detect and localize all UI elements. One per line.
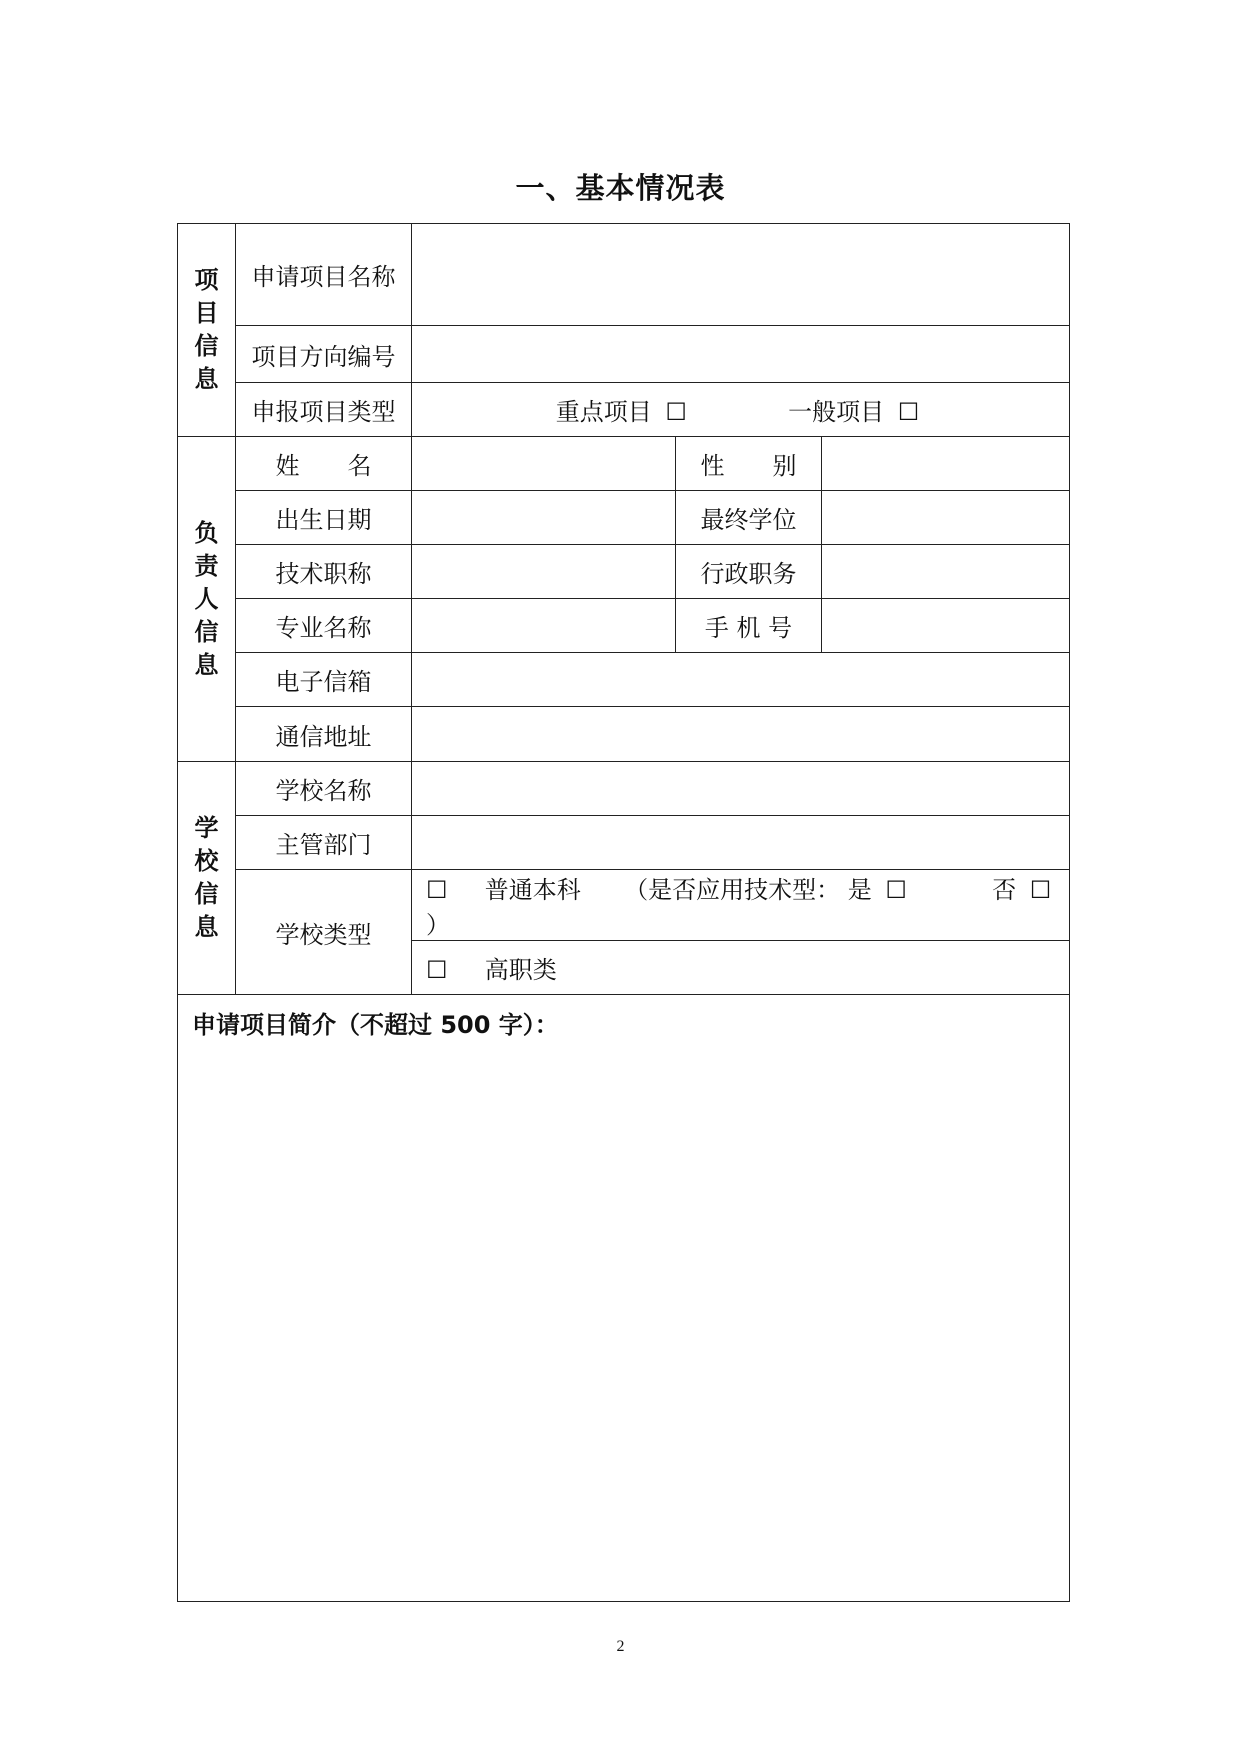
leader-major-label: 专业名称 bbox=[236, 599, 412, 653]
leader-degree-label: 最终学位 bbox=[676, 491, 822, 545]
regular-option-label: 普通本科 bbox=[484, 876, 581, 904]
leader-phone-field[interactable] bbox=[822, 599, 1070, 653]
applied-yes-label: 是 bbox=[847, 876, 872, 904]
leader-admin-field[interactable] bbox=[822, 545, 1070, 599]
project-name-label: 申请项目名称 bbox=[236, 224, 412, 326]
section-label: 项目信息 bbox=[194, 266, 219, 393]
leader-title-label: 技术职称 bbox=[236, 545, 412, 599]
leader-name-field[interactable] bbox=[412, 437, 676, 491]
school-name-label: 学校名称 bbox=[236, 762, 412, 816]
leader-birth-label: 出生日期 bbox=[236, 491, 412, 545]
school-type-vocational-row bbox=[412, 941, 1070, 995]
leader-name-label: 姓 名 bbox=[236, 437, 412, 491]
key-project-option: 重点项目 bbox=[555, 398, 652, 426]
leader-phone-label: 手 机 号 bbox=[676, 599, 822, 653]
school-type-label: 学校类型 bbox=[236, 870, 412, 995]
close-paren: ） bbox=[426, 911, 450, 939]
project-direction-label: 项目方向编号 bbox=[236, 326, 412, 383]
general-project-option: 一般项目 bbox=[788, 398, 885, 426]
leader-major-field[interactable] bbox=[412, 599, 676, 653]
leader-address-field[interactable] bbox=[412, 707, 1070, 762]
school-name-field[interactable] bbox=[412, 762, 1070, 816]
section-school-info bbox=[178, 762, 236, 995]
vocational-checkbox[interactable]: ☐ bbox=[426, 956, 448, 984]
section-leader-info bbox=[178, 437, 236, 762]
project-intro-area[interactable] bbox=[178, 995, 1070, 1602]
leader-degree-field[interactable] bbox=[822, 491, 1070, 545]
page-number: 2 bbox=[616, 1638, 625, 1655]
section-label: 学校信息 bbox=[194, 814, 219, 941]
applied-question: （是否应用技术型： bbox=[624, 876, 841, 904]
school-type-regular-row bbox=[412, 870, 1070, 941]
general-project-checkbox[interactable]: ☐ bbox=[897, 398, 920, 426]
leader-birth-field[interactable] bbox=[412, 491, 676, 545]
leader-gender-label: 性 别 bbox=[676, 437, 822, 491]
applied-no-checkbox[interactable]: ☐ bbox=[1029, 876, 1052, 904]
section-label: 负责人信息 bbox=[194, 518, 219, 679]
vocational-option-label: 高职类 bbox=[484, 956, 557, 984]
leader-address-label: 通信地址 bbox=[236, 707, 412, 762]
project-type-options bbox=[412, 383, 1070, 437]
school-dept-field[interactable] bbox=[412, 816, 1070, 870]
project-direction-field[interactable] bbox=[412, 326, 1070, 383]
school-dept-label: 主管部门 bbox=[236, 816, 412, 870]
page-title: 一、基本情况表 bbox=[515, 171, 726, 205]
project-type-label: 申报项目类型 bbox=[236, 383, 412, 437]
applied-no-label: 否 bbox=[992, 876, 1017, 904]
key-project-checkbox[interactable]: ☐ bbox=[665, 398, 687, 426]
leader-gender-field[interactable] bbox=[822, 437, 1070, 491]
leader-email-field[interactable] bbox=[412, 653, 1070, 707]
project-intro-label: 申请项目简介（不超过 500 字）： bbox=[192, 1011, 559, 1039]
leader-email-label: 电子信箱 bbox=[236, 653, 412, 707]
applied-yes-checkbox[interactable]: ☐ bbox=[885, 876, 907, 904]
regular-checkbox[interactable]: ☐ bbox=[426, 876, 448, 904]
basic-info-table bbox=[177, 223, 1070, 1602]
leader-admin-label: 行政职务 bbox=[676, 545, 822, 599]
project-name-field[interactable] bbox=[412, 224, 1070, 326]
leader-title-field[interactable] bbox=[412, 545, 676, 599]
section-project-info bbox=[178, 224, 236, 437]
